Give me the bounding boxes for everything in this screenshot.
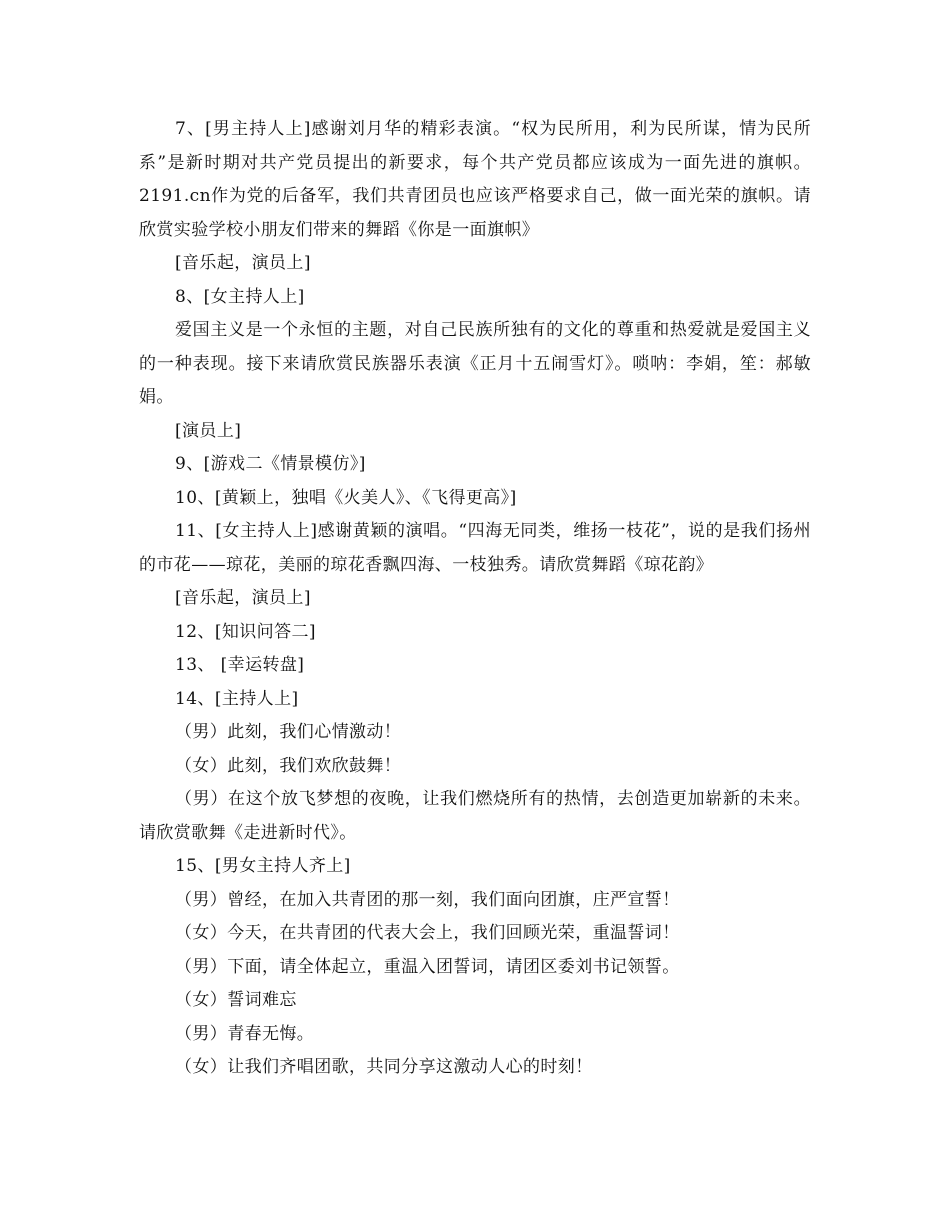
dialogue-line: （男）此刻，我们心情激动！ — [175, 722, 402, 742]
paragraph-item-15: 15、[男女主持人齐上] — [175, 856, 351, 876]
paragraph-patriotism: 爱国主义是一个永恒的主题，对自己民族所独有的文化的尊重和热爱就是爱国主义的一种表现。接下来请欣赏民族器乐表演《正月十五闹雪灯》。唢呐：李娟，笙：郝敏娟。 — [139, 320, 811, 407]
stage-direction: [音乐起，演员上] — [175, 588, 311, 608]
stage-direction: [演员上] — [175, 420, 242, 441]
paragraph-item-10: 10、[黄颖上，独唱《火美人》、《飞得更高》] — [175, 487, 517, 508]
dialogue-line: （女）让我们齐唱团歌，共同分享这激动人心的时刻！ — [175, 1057, 593, 1077]
paragraph-item-13: 13、 [幸运转盘] — [175, 655, 305, 675]
stage-direction: [音乐起，演员上] — [175, 253, 311, 273]
document-body — [139, 113, 811, 1085]
dialogue-line: （女）誓词难忘 — [175, 990, 297, 1010]
paragraph-item-8: 8、[女主持人上] — [175, 286, 305, 307]
dialogue-line: （女）今天，在共青团的代表大会上，我们回顾光荣，重温誓词！ — [175, 923, 680, 943]
paragraph-item-7: 7、[男主持人上]感谢刘月华的精彩表演。“权为民所用，利为民所谋，情为民所系”是新时期对共产党员提出的新要求，每个共产党员都应该成为一面先进的旗帜。2191.cn作为党的后备军，我们共青团员也应该严格要求自己，做一面光荣的旗帜。请欣赏实验学校小朋友们带来的舞蹈《你是一面旗帜》 — [139, 119, 811, 240]
paragraph-item-11: 11、[女主持人上]感谢黄颖的演唱。“四海无同类，维扬一枝花”，说的是我们扬州的市花——琼花，美丽的琼花香飘四海、一枝独秀。请欣赏舞蹈《琼花韵》 — [139, 521, 811, 575]
paragraph-item-14: 14、[主持人上] — [175, 688, 299, 709]
dialogue-line: （女）此刻，我们欢欣鼓舞！ — [175, 755, 402, 776]
dialogue-line: （男）下面，请全体起立，重温入团誓词，请团区委刘书记领誓。 — [175, 956, 680, 977]
dialogue-line: （男）在这个放飞梦想的夜晚，让我们燃烧所有的热情，去创造更加崭新的未来。请欣赏歌舞《走进新时代》。 — [139, 789, 811, 843]
dialogue-line: （男）青春无悔。 — [175, 1023, 315, 1044]
paragraph-item-9: 9、[游戏二《情景模仿》] — [175, 454, 366, 474]
paragraph-item-12: 12、[知识问答二] — [175, 621, 316, 642]
dialogue-line: （男）曾经，在加入共青团的那一刻，我们面向团旗，庄严宣誓！ — [175, 889, 680, 910]
